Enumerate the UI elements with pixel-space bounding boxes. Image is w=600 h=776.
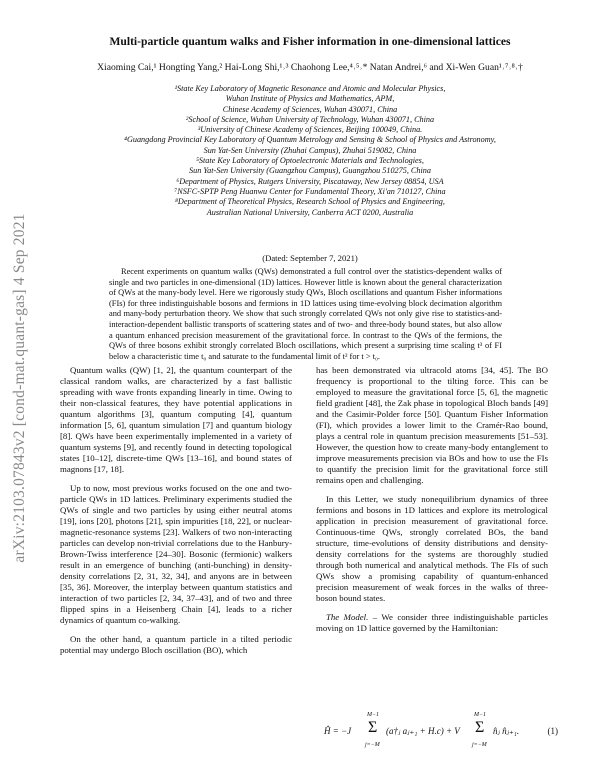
author-list: Xiaoming Cai,¹ Hongting Yang,² Hai-Long Shi,¹˒³ Chaohong Lee,⁴˒⁵˒* Natan Andrei,⁶ and Xi-Wen Guan¹˒⁷˒⁸˒† [97, 62, 523, 73]
eq-sum-lower: j=−M [365, 742, 380, 748]
body-paragraph: Quantum walks (QW) [1, 2], the quantum counterpart of the classical random walks, are characterized by a fast ballistic spreading with wave fronts expanding linearly in time. Owing to their non-classical features, they have potential applications in quantum algorithms [3], quantum computing [4], quantum information [5, 6], quantum simulation [7] and quantum biology [8]. QWs have been experimentally implemented in a variety of quantum systems [9], and recently found in detecting topological states [10–12], discrete-time QWs [13–16], and bound states of magnons [17, 18]. [60, 365, 292, 474]
eq-sum-lower-2: j=−M [472, 742, 487, 748]
affiliation-line: ²School of Science, Wuhan University of Technology, Wuhan 430071, China [185, 114, 435, 124]
hamiltonian-expression [324, 712, 529, 752]
eq-term2: n̂ⱼ n̂ⱼ₊₁. [493, 726, 520, 736]
abstract: Recent experiments on quantum walks (QWs) demonstrated a full control over the statistics-dependent walks of single and two particles in one-dimensional (1D) lattices. However little is known about the general characterization of QWs at the many-body level. Here we rigorously study QWs, Bloch oscillations and quantum Fisher informations (FIs) for three indistinguishable bosons and fermions in 1D lattices using time-evolving block decimation algorithm and many-body perturbation theory. We show that such strongly correlated QWs not only give rise to statistics-and-interaction-dependent ballistic transports of scattering states and of two- and three-body bound states, but also allow a quantum enhanced precision measurement of the gravitational force. In contrast to the QWs of the fermions, the QWs of three bosons exhibit strongly correlated Bloch oscillations, which present a surprising time scaling t³ of FI below a characteristic time t₀ and saturate to the fundamental limit of t² for t > t₀. [109, 267, 502, 361]
eq-lhs: Ĥ = −J [324, 726, 352, 736]
arxiv-sidebar [0, 0, 40, 776]
affiliation-line: Australian National University, Canberra ACT 0200, Australia [206, 207, 414, 217]
affiliation-line: Wuhan Institute of Physics and Mathematics, APM, [225, 94, 395, 104]
affiliation-line: Sun Yat-Sen University (Guangzhou Campus), Guangzhou 510275, China [189, 166, 431, 176]
body-paragraph: In this Letter, we study nonequilibrium dynamics of three fermions and bosons in 1D lattices and explore its metrological application in precision measurement of gravitational force. Continuous-time QWs, strongly correlated BOs, the band structure, time-evolutions of density distributions and density-density correlations for the systems are thoroughly studied through both numerical and analytical methods. The FIs of such QWs show a promising capability of quantum-enhanced precision measurement of weak forces in the walks of three-boson bound states. [316, 494, 548, 603]
body-paragraph: On the other hand, a quantum particle in a tilted periodic potential may undergo Bloch oscillation (BO), which [60, 634, 292, 655]
model-paragraph [316, 612, 548, 634]
paper-title: Multi-particle quantum walks and Fisher information in one-dimensional lattices [109, 35, 511, 48]
eq-sum-upper-2: M−1 [474, 712, 487, 718]
left-column [60, 365, 292, 664]
affiliation-line: ³University of Chinese Academy of Sciences, Beijing 100049, China. [197, 125, 423, 135]
summation-symbol-2: Σ [475, 719, 485, 736]
eq-sum-upper: M−1 [367, 712, 380, 718]
arxiv-identifier: arXiv:2103.07843v2 [cond-mat.quant-gas] 4 Sep 2021 [11, 213, 28, 563]
affiliation-line: ¹State Key Laboratory of Magnetic Resonance and Atomic and Molecular Physics, [174, 84, 446, 93]
affiliation-line: ⁶Department of Physics, Rutgers University, Piscataway, New Jersey 08854, USA [176, 176, 444, 186]
eq-term1: (a†ⱼ aⱼ₊₁ + H.c) + V [386, 726, 460, 736]
model-text: – We consider three indistinguishable particles moving on 1D lattice governed by the Hamiltonian: [316, 612, 548, 633]
affiliations [60, 84, 560, 218]
equation-1 [316, 712, 558, 752]
affiliation-line: ⁸Department of Theoretical Physics, Research School of Physics and Engineering, [175, 197, 445, 207]
summation-symbol: Σ [368, 719, 378, 736]
affiliation-line: Chinese Academy of Sciences, Wuhan 430071, China [222, 104, 398, 114]
body-paragraph: has been demonstrated via ultracold atoms [34, 45]. The BO frequency is proportional to the tilting force. This can be employed to measure the gravitational force [5, 6], the magnetic field gradient [48], the Zak phase in topological Bloch bands [49] and the Casimir-Polder force [50]. Quantum Fisher Information (FI), which provides a lower limit to the Cramér-Rao bound, plays a central role in quantum precision measurements [51–53]. However, the question how to create many-body entanglement to improve measurements precision via BOs and how to use the FIs to quantify the precision limit for the gravitational force still remains open and challenging. [316, 365, 548, 485]
right-column [316, 365, 548, 642]
model-heading: The Model. [326, 612, 369, 622]
dated-line: (Dated: September 7, 2021) [262, 253, 358, 263]
affiliation-line: ⁴Guangdong Provincial Key Laboratory of Quantum Metrology and Sensing & School of Physics and Astronomy, [124, 135, 496, 145]
affiliation-line: Sun Yat-Sen University (Zhuhai Campus), Zhuhai 519082, China [203, 145, 417, 155]
affiliation-line: ⁷NSFC-SPTP Peng Huanwu Center for Fundamental Theory, Xi'an 710127, China [174, 186, 446, 196]
body-paragraph: Up to now, most previous works focused on the one and two-particle QWs in 1D lattices. Preliminary experiments studied the QWs of single and two particles by using either neutral atoms [19], ions [20], photons [21], spin impurities [18, 22], or nuclear-magnetic-resonance systems [23]. Walkers of two non-interacting particles can develop non-trivial correlations due to the Hanbury-Brown-Twiss interference [24–30]. Bosonic (fermionic) walkers result in an emergence of bunching (anti-bunching) in density-density correlations [2, 31, 32, 34], and anyons are in between [35, 36]. Moreover, the interplay between quantum statistics and interaction of two particles [2, 34, 37–43], and of two and three flipped spins in a Heisenberg Chain [4], leads to a richer dynamics of quantum co-walking. [60, 483, 292, 625]
affiliation-line: ⁵State Key Laboratory of Optoelectronic Materials and Technologies, [196, 156, 424, 166]
equation-number: (1) [547, 726, 558, 736]
